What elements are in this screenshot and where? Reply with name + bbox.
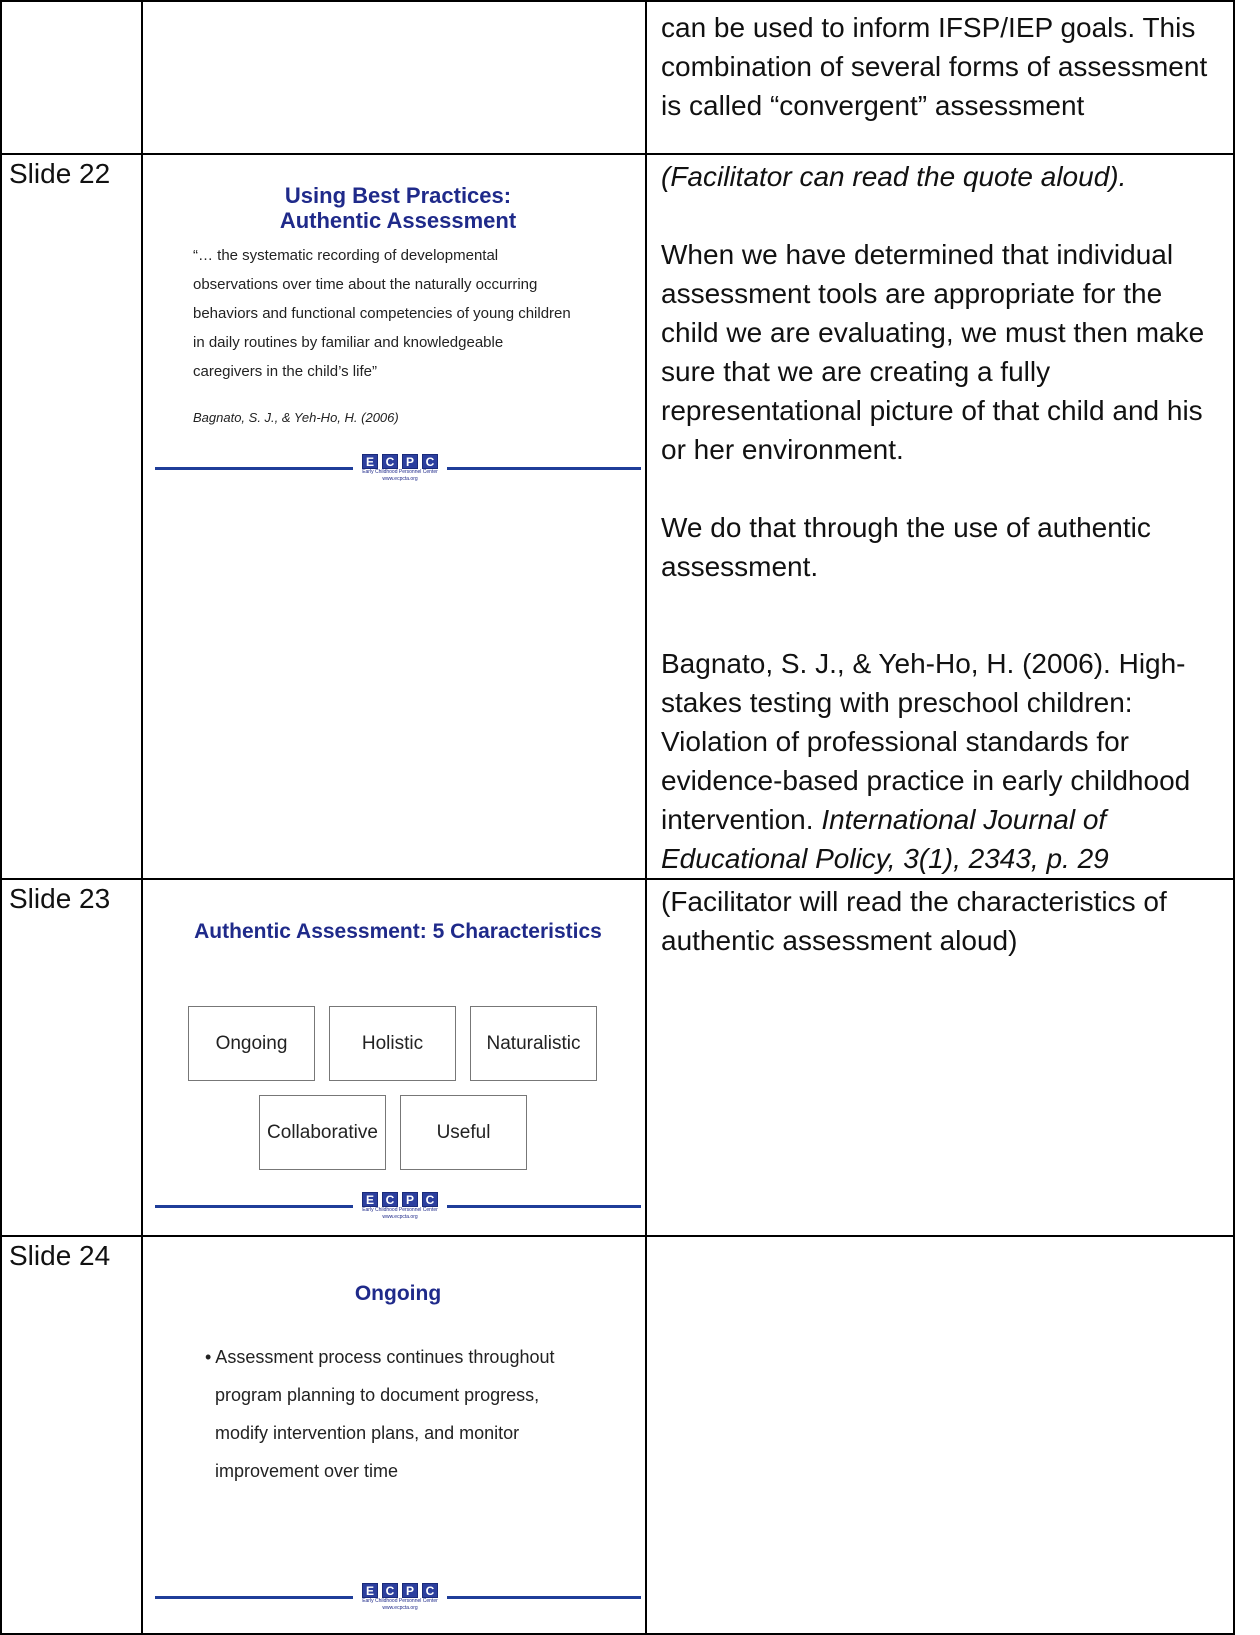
slide-thumbnail-cell	[142, 879, 646, 1236]
notes-paragraph: We do that through the use of authentic assessment.	[661, 512, 1151, 582]
slide-label-cell	[1, 154, 142, 879]
table-row	[1, 879, 1234, 1236]
footer-rule	[447, 1205, 641, 1208]
notes-intro: (Facilitator can read the quote aloud).	[661, 161, 1127, 192]
footer-rule	[155, 1205, 353, 1208]
ecpc-logo: E C P C Early Childhood Personnel Center www.ecpcta.org	[362, 455, 438, 482]
characteristic-box: Collaborative	[259, 1095, 386, 1170]
notes-cell	[646, 1236, 1234, 1634]
notes-reference: Bagnato, S. J., & Yeh-Ho, H. (2006). High-stakes testing with preschool children: Violation of professional standards for evidence-based practice in early childhood intervention. International Journal of Educational Policy, 3(1), 2343, p. 29	[661, 648, 1191, 874]
notes-cell	[646, 1, 1234, 154]
ecpc-logo: E C P C Early Childhood Personnel Center www.ecpcta.org	[362, 1584, 438, 1611]
ecpc-logo: E C P C Early Childhood Personnel Center www.ecpcta.org	[362, 1193, 438, 1220]
notes-text: can be used to inform IFSP/IEP goals. This combination of several forms of assessment is called “convergent” assessment	[661, 12, 1208, 121]
notes-text: (Facilitator will read the characteristics of authentic assessment aloud)	[661, 886, 1167, 956]
table-row	[1, 1236, 1234, 1634]
slide-24-thumbnail	[155, 1237, 641, 1627]
footer-rule	[447, 467, 641, 470]
slide-footer	[155, 454, 641, 496]
slide-thumbnail-cell	[142, 1, 646, 154]
slide-footer	[155, 1192, 641, 1234]
slide-quote: “… the systematic recording of developmental observations over time about the naturally occurring behaviors and functional competencies of young children in daily routines by familiar and knowledgeable caregivers in the child’s life”	[193, 247, 571, 380]
slide-title: Authentic Assessment: 5 Characteristics	[194, 920, 602, 943]
notes-cell	[646, 879, 1234, 1236]
slide-label: Slide 23	[9, 883, 111, 914]
slide-label	[2, 2, 141, 4]
slide-title: Ongoing	[354, 1282, 442, 1305]
slide-title: Using Best Practices: Authentic Assessment	[279, 183, 517, 233]
slide-bullet: • Assessment process continues throughout program planning to document progress, modify intervention plans, and monitor improvement over time	[205, 1347, 555, 1481]
slide-label: Slide 24	[9, 1240, 111, 1271]
characteristic-box: Holistic	[329, 1006, 456, 1081]
slide-thumbnail-cell	[142, 1236, 646, 1634]
slide-label-cell	[1, 879, 142, 1236]
characteristic-box: Ongoing	[188, 1006, 315, 1081]
footer-rule	[155, 1596, 353, 1599]
notes-paragraph: When we have determined that individual assessment tools are appropriate for the child we are evaluating, we must then make sure that we are creating a fully representational picture of that child and his or her environment.	[661, 239, 1205, 465]
slide-22-thumbnail	[155, 155, 641, 495]
table-row	[1, 1, 1234, 154]
slide-footer	[155, 1583, 641, 1625]
slide-citation: Bagnato, S. J., & Yeh-Ho, H. (2006)	[193, 410, 399, 425]
characteristic-box: Naturalistic	[470, 1006, 597, 1081]
slide-label-cell	[1, 1, 142, 154]
slide-23-thumbnail	[155, 880, 641, 1232]
footer-rule	[155, 467, 353, 470]
slide-label-cell	[1, 1236, 142, 1634]
footer-rule	[447, 1596, 641, 1599]
slide-thumbnail-cell	[142, 154, 646, 879]
slide-label: Slide 22	[9, 158, 111, 189]
table-row	[1, 154, 1234, 879]
characteristic-box: Useful	[400, 1095, 527, 1170]
notes-cell	[646, 154, 1234, 879]
